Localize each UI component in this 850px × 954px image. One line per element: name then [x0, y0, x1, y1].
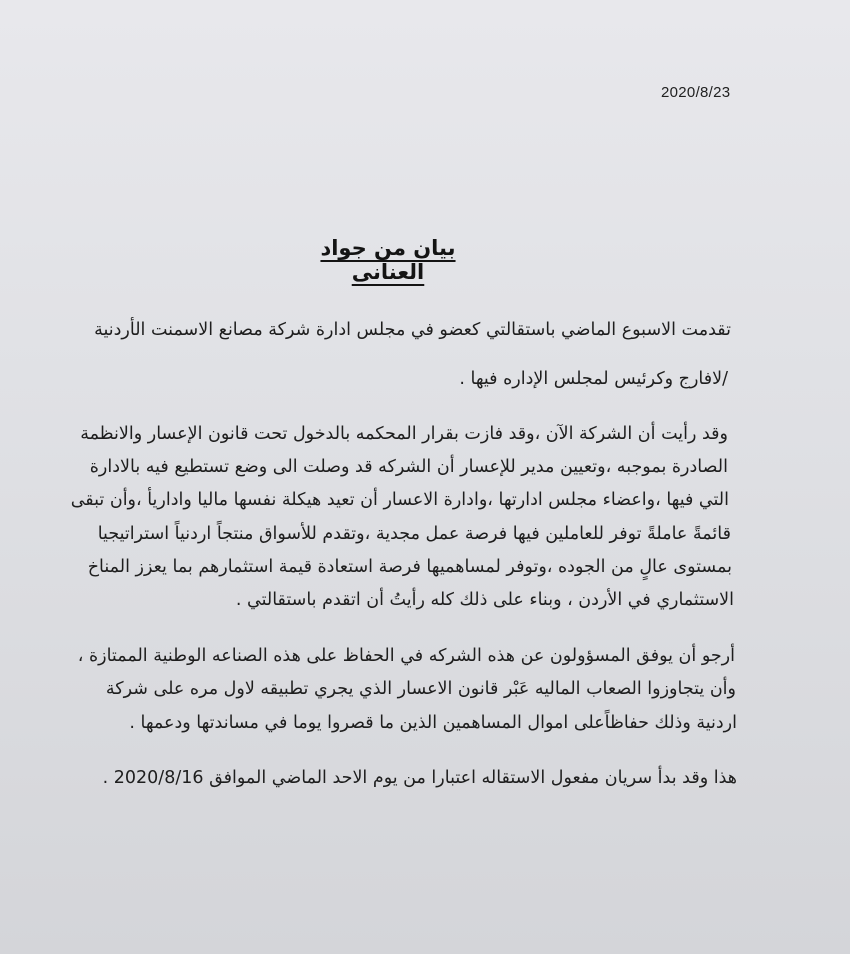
body-line: وأن يتجاوزوا الصعاب الماليه عَبْر قانون الاعسار الذي يجري تطبيقه لاول مره على شركة — [105, 679, 736, 699]
body-line: هذا وقد بدأ سريان مفعول الاستقاله اعتبارا من يوم الاحد الماضي الموافق 2020/8/16 . — [102, 768, 737, 788]
body-line: اردنية وذلك حفاظاًعلى اموال المساهمين الذين ما قصروا يوما في مساندتها ودعمها . — [129, 713, 737, 733]
document-title: بيان من جواد العنانى — [320, 236, 456, 284]
body-line: بمستوى عالٍ من الجوده ،وتوفر لمساهميها فرصة استعادة قيمة استثمارهم بما يعزز المناخ — [87, 557, 732, 577]
body-line: الاستثماري في الأردن ، وبناء على ذلك كله رأيتُ أن اتقدم باستقالتي . — [235, 590, 734, 610]
body-line: وقد رأيت أن الشركة الآن ،وقد فازت بقرار المحكمه بالدخول تحت قانون الإعسار والانظمة — [80, 424, 728, 444]
body-line: تقدمت الاسبوع الماضي باستقالتي كعضو في مجلس ادارة شركة مصانع الاسمنت الأردنية — [94, 320, 731, 340]
document-date: 2020/8/23 — [661, 84, 731, 101]
body-line: التي فيها ،واعضاء مجلس ادارتها ،وادارة الاعسار أن تعيد هيكلة نفسها ماليا واداريأ ،وأن تبقى — [70, 490, 729, 510]
body-line: قائمةً عاملةً توفر للعاملين فيها فرصة عمل مجدية ،وتقدم للأسواق منتجاً اردنياً استراتيجيا — [97, 524, 731, 544]
body-line: أرجو أن يوفق المسؤولون عن هذه الشركه في الحفاظ على هذه الصناعه الوطنية الممتازة ، — [77, 646, 735, 666]
body-line: الصادرة بموجبه ،وتعيين مدير للإعسار أن الشركه قد وصلت الى وضع تستطيع فيه بالادارة — [89, 457, 728, 477]
body-line: /لافارج وكرئيس لمجلس الإداره فيها . — [459, 369, 728, 389]
